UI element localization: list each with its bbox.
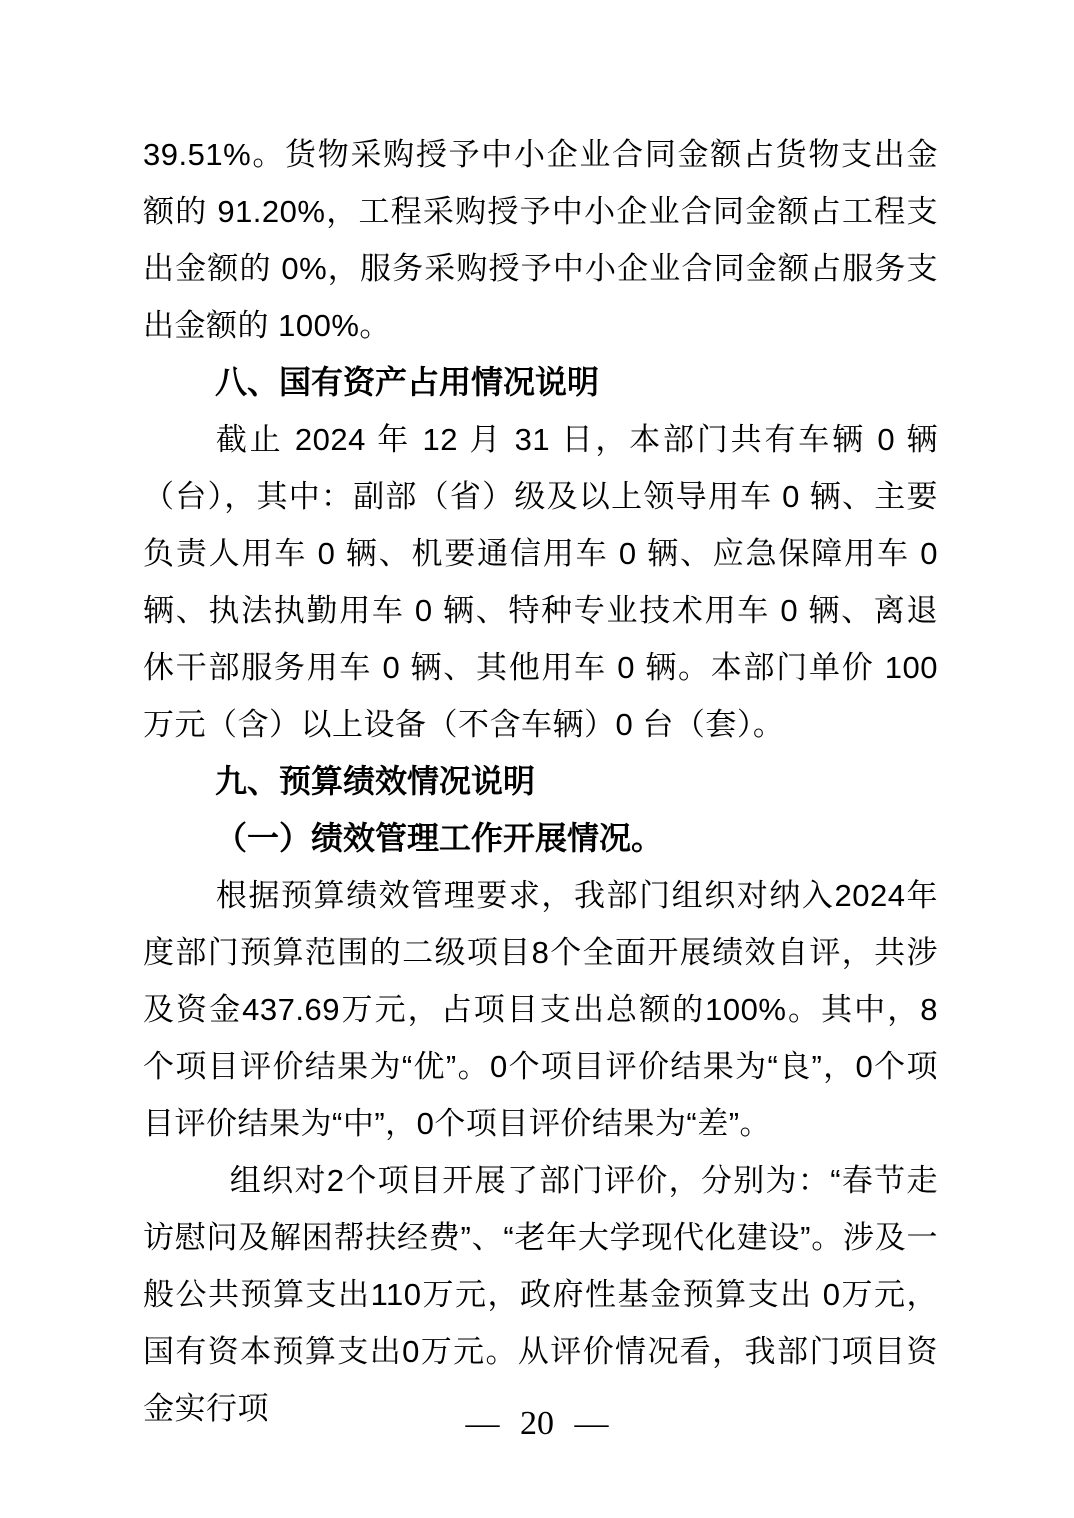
paragraph-state-assets-vehicles: 截止 2024 年 12 月 31 日，本部门共有车辆 0 辆（台），其中：副部（省）级及以上领导用车 0 辆、主要负责人用车 0 辆、机要通信用车 0 辆、应急保障用车 0 辆、执法执勤用车 0 辆、特种专业技术用车 0 辆、离退休干部服务用车 0 辆、其他用车 0 辆。本部门单价 100 万元（含）以上设备（不含车辆）0 台（套）。 xyxy=(143,422,938,742)
paragraph-performance-self-evaluation: 根据预算绩效管理要求，我部门组织对纳入2024年度部门预算范围的二级项目8个全面开展绩效自评，共涉及资金437.69万元，占项目支出总额的100%。其中，8个项目评价结果为“优”。0个项目评价结果为“良”，0个项目评价结果为“中”，0个项目评价结果为“差”。 xyxy=(143,878,938,1141)
paragraph-department-evaluation: 组织对2个项目开展了部门评价，分别为：“春节走访慰问及解困帮扶经费”、“老年大学现代化建设”。涉及一般公共预算支出110万元，政府性基金预算支出 0万元，国有资本预算支出0万元。从评价情况看，我部门项目资金实行项 xyxy=(143,1163,938,1426)
section-heading-state-assets: 八、国有资产占用情况说明 xyxy=(215,364,600,400)
subsection-heading-performance-management: （一）绩效管理工作开展情况。 xyxy=(215,820,664,856)
section-heading-budget-performance: 九、预算绩效情况说明 xyxy=(215,763,536,799)
paragraph-procurement-continuation: 39.51%。货物采购授予中小企业合同金额占货物支出金额的 91.20%，工程采购授予中小企业合同金额占工程支出金额的 0%，服务采购授予中小企业合同金额占服务支出金额的 100%。 xyxy=(143,137,938,343)
page-number: — 20 — xyxy=(465,1405,609,1442)
